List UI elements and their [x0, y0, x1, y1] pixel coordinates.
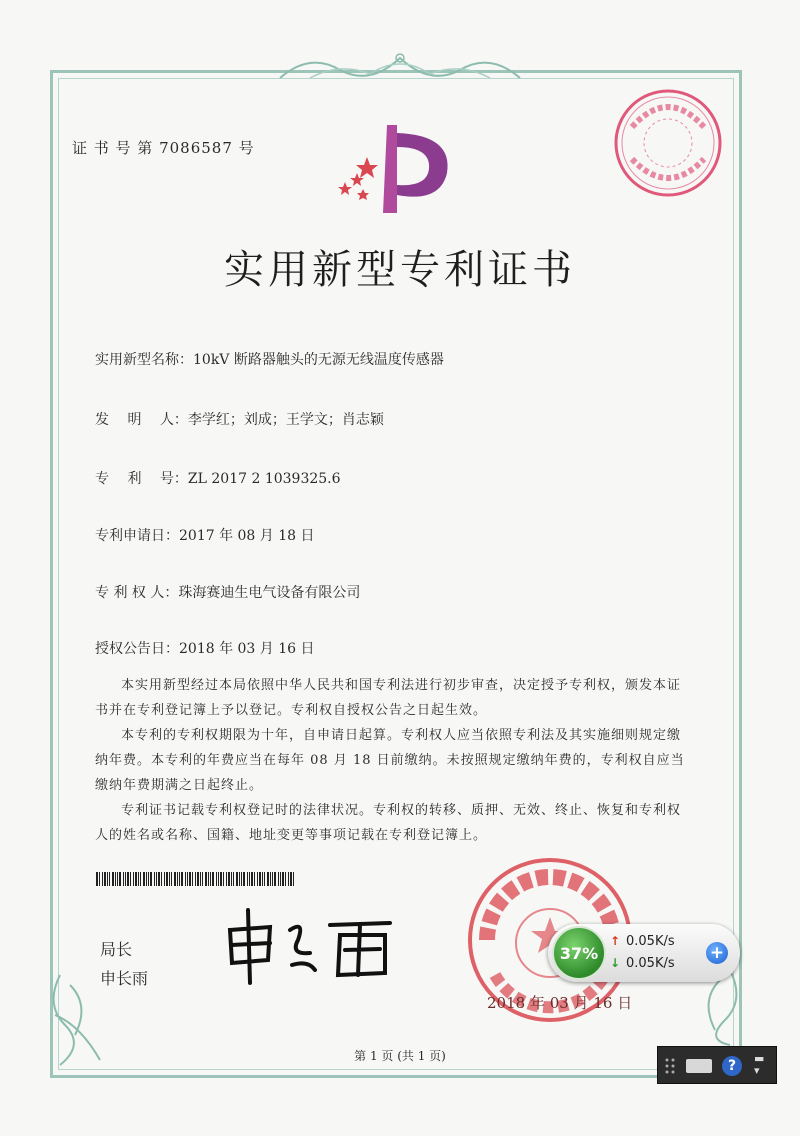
- barcode-bar: [228, 872, 230, 886]
- field-label: 实用新型名称：: [95, 352, 193, 368]
- field-label: 专 利 权 人：: [95, 585, 179, 601]
- barcode-bar: [192, 872, 193, 886]
- barcode-bar: [130, 872, 131, 886]
- barcode-bar: [177, 872, 178, 886]
- download-speed: [610, 956, 675, 971]
- field-grant-date: [95, 638, 315, 658]
- field-utility-model-name: [95, 349, 444, 369]
- barcode-bar: [125, 872, 126, 886]
- barcode-bar: [254, 872, 255, 886]
- signature: [220, 905, 400, 985]
- barcode-bar: [148, 872, 149, 886]
- barcode-bar: [115, 872, 116, 886]
- barcode-bar: [210, 872, 211, 886]
- barcode-bar: [112, 872, 114, 886]
- seal-date: 2018 年 03 月 16 日: [487, 994, 633, 1012]
- top-ornament: [270, 48, 530, 84]
- patent-office-logo: [335, 125, 460, 220]
- barcode-bar: [96, 872, 98, 886]
- download-arrow-icon: ↓: [610, 956, 621, 970]
- barcode-bar: [293, 872, 294, 886]
- keyboard-icon[interactable]: [686, 1059, 712, 1073]
- barcode-bar: [117, 872, 118, 886]
- help-icon[interactable]: ?: [722, 1056, 742, 1076]
- page-number: 第 1 页 (共 1 页): [354, 1049, 446, 1063]
- barcode-bar: [249, 872, 250, 886]
- field-value: 10kV 断路器触头的无源无线温度传感器: [193, 352, 444, 368]
- certificate-title: 实用新型专利证书: [224, 247, 576, 293]
- tray-menu-icon[interactable]: ▬ ▾: [754, 1052, 765, 1077]
- barcode-bar: [274, 872, 276, 886]
- barcode-bar: [267, 872, 269, 886]
- download-speed-value: 0.05K/s: [626, 956, 675, 971]
- barcode-bar: [107, 872, 108, 886]
- upload-speed-value: 0.05K/s: [626, 934, 675, 949]
- barcode-bar: [231, 872, 232, 886]
- barcode-bar: [202, 872, 203, 886]
- barcode-bar: [197, 872, 199, 886]
- barcode-bar: [135, 872, 137, 886]
- director-name: 申长雨: [100, 969, 149, 988]
- grip-icon[interactable]: [663, 1056, 679, 1076]
- barcode-bar: [282, 872, 284, 886]
- barcode-bar: [247, 872, 248, 886]
- barcode-bar: [154, 872, 155, 886]
- barcode-bar: [174, 872, 176, 886]
- barcode-bar: [208, 872, 209, 886]
- field-value: 珠海赛迪生电气设备有限公司: [178, 585, 361, 601]
- barcode-bar: [146, 872, 147, 886]
- barcode-bar: [143, 872, 145, 886]
- barcode-bar: [109, 872, 110, 886]
- barcode-bar: [212, 872, 214, 886]
- input-tray-toolbar: [657, 1046, 777, 1084]
- barcode-bar: [127, 872, 129, 886]
- barcode-bar: [102, 872, 103, 886]
- barcode-bar: [99, 872, 100, 886]
- field-label: 专 利 号：: [95, 471, 188, 487]
- field-value: 2018 年 03 月 16 日: [179, 641, 315, 657]
- barcode-bar: [243, 872, 245, 886]
- barcode-bar: [200, 872, 201, 886]
- barcode-bar: [205, 872, 207, 886]
- barcode-bar: [164, 872, 165, 886]
- barcode-bar: [220, 872, 222, 886]
- barcode-bar: [262, 872, 263, 886]
- barcode-bar: [140, 872, 141, 886]
- field-value: 2017 年 08 月 18 日: [179, 528, 315, 544]
- director-title: 局长: [100, 940, 133, 959]
- barcode-bar: [259, 872, 261, 886]
- barcode-bar: [251, 872, 253, 886]
- barcode-bar: [179, 872, 180, 886]
- barcode-bar: [119, 872, 121, 886]
- field-application-date: [95, 525, 315, 545]
- barcode-bar: [290, 872, 292, 886]
- field-value: ZL 2017 2 1039325.6: [187, 471, 341, 487]
- barcode-bar: [257, 872, 258, 886]
- field-inventors: [95, 409, 384, 429]
- barcode-bar: [233, 872, 234, 886]
- barcode-bar: [216, 872, 217, 886]
- agency-seal: [612, 87, 724, 199]
- network-monitor-widget[interactable]: [548, 924, 740, 982]
- barcode-bar: [171, 872, 172, 886]
- certificate-body: [95, 673, 685, 848]
- barcode-bar: [226, 872, 227, 886]
- body-paragraph: 专利证书记载专利权登记时的法律状况。专利权的转移、质押、无效、终止、恢复和专利权人的姓名或名称、国籍、地址变更等事项记载在专利登记簿上。: [95, 803, 682, 843]
- barcode-bar: [288, 872, 289, 886]
- barcode-bar: [189, 872, 191, 886]
- upload-speed: [610, 934, 675, 949]
- body-paragraph: 本专利的专利权期限为十年，自申请日起算。专利权人应当依照专利法及其实施细则规定缴纳年费。本专利的年费应当在每年 08 月 18 日前缴纳。未按照规定缴纳年费的，专利权自应当缴纳年费期满之日起终止。: [95, 728, 685, 793]
- field-patentee: [95, 582, 360, 602]
- field-patent-number: [95, 468, 341, 488]
- barcode-bar: [272, 872, 273, 886]
- barcode-bar: [195, 872, 196, 886]
- barcode-bar: [123, 872, 124, 886]
- field-label: 发 明 人：: [95, 412, 188, 428]
- barcode-bar: [150, 872, 152, 886]
- barcode-bar: [156, 872, 157, 886]
- barcode-bar: [181, 872, 183, 886]
- barcode-bar: [158, 872, 160, 886]
- barcode-bar: [166, 872, 168, 886]
- barcode-bar: [280, 872, 281, 886]
- barcode-bar: [223, 872, 224, 886]
- barcode-bar: [278, 872, 279, 886]
- field-label: 专利申请日：: [95, 528, 179, 544]
- certificate-number: 证 书 号 第 7086587 号: [72, 139, 255, 157]
- field-value: 李学红；刘成；王学文；肖志颖: [187, 412, 384, 428]
- barcode-bar: [104, 872, 106, 886]
- field-label: 授权公告日：: [95, 641, 179, 657]
- barcode-bar: [241, 872, 242, 886]
- barcode-bar: [138, 872, 139, 886]
- barcode: [96, 872, 296, 886]
- barcode-bar: [239, 872, 240, 886]
- barcode-bar: [185, 872, 186, 886]
- barcode-bar: [218, 872, 219, 886]
- barcode-bar: [270, 872, 271, 886]
- upload-arrow-icon: ↑: [610, 934, 621, 948]
- body-paragraph: 本实用新型经过本局依照中华人民共和国专利法进行初步审查，决定授予专利权，颁发本证书并在专利登记簿上予以登记。专利权自授权公告之日起生效。: [95, 678, 682, 718]
- barcode-bar: [169, 872, 170, 886]
- barcode-bar: [187, 872, 188, 886]
- barcode-bar: [285, 872, 286, 886]
- barcode-bar: [161, 872, 162, 886]
- barcode-bar: [133, 872, 134, 886]
- barcode-bar: [264, 872, 265, 886]
- barcode-bar: [236, 872, 238, 886]
- usage-percent-circle[interactable]: 37%: [552, 926, 606, 980]
- plus-icon[interactable]: +: [706, 942, 728, 964]
